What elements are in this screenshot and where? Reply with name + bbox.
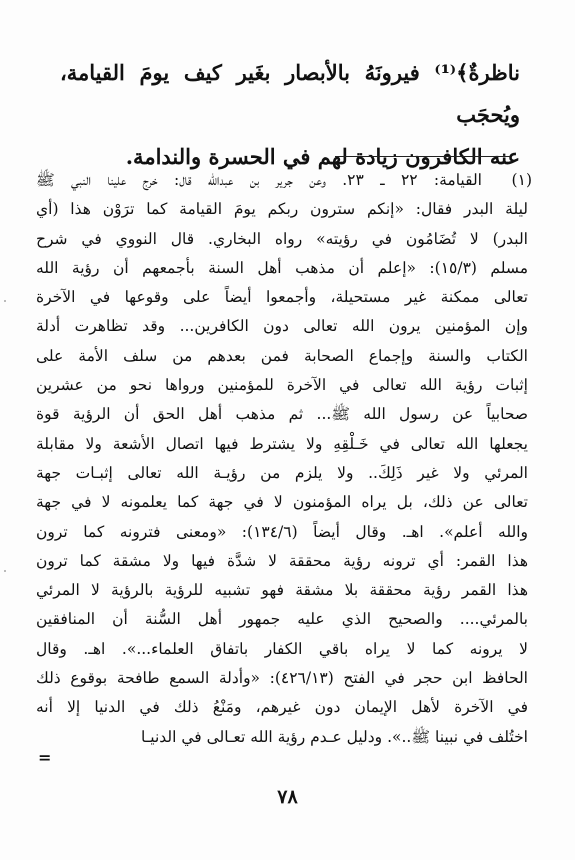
footnote-line: تعالى ممكنة غير مستحيلة، وأجمعوا أيضاً على وقوعها في الآخرة bbox=[36, 288, 528, 307]
footnote-line: القيامة: ٢٢ ـ ٢٣. وعن جرير بن عبدالله قال: خرج علينا النبي ﷺ bbox=[36, 171, 482, 189]
footnote-line: صحابياً عن رسول الله ﷺ... ثم مذهب أهل الحق أن الرؤية قوة bbox=[36, 405, 528, 424]
footnote-marker: (١) bbox=[511, 171, 532, 189]
main-text-line: ناظرةٌ﴾⁽¹⁾ فيرونَهُ بالأبصار بغَير كيف يومَ القيامة، ويُحجَب bbox=[60, 60, 520, 127]
footnote-line: مسلم (١٥/٣): «إعلم أن مذهب أهل السنة بأجمعهم أن رؤية الله bbox=[36, 258, 528, 277]
main-text bbox=[60, 52, 520, 178]
footnote-line: ليلة البدر فقال: «إنكم سترون ربكم يومَ القيامة كما ترَوْن هذا (أي bbox=[36, 200, 528, 219]
footnote-line: اختُلف في نبينا ﷺ..». ودليل عـدم رؤية الله تعـالى في الدنيـا bbox=[141, 727, 528, 746]
scan-mark bbox=[4, 570, 6, 572]
footnote-line: البدر) لا تُضَامُون في رؤيته» رواه البخاري. قال النووي في شرح bbox=[36, 229, 528, 248]
page-number: ٧٨ bbox=[277, 786, 298, 808]
footnote-line: المرئي ولا غير ذَلِكَ.. ولا يلزم من رؤيـة الله تعالى إثبـات جهة bbox=[36, 463, 528, 482]
footnote-line: يجعلها الله تعالى في خَـلْقِهِ ولا يشترط فيها اتصال الأشعة ولا مقابلة bbox=[36, 434, 528, 453]
footnote bbox=[36, 166, 532, 752]
footnote-line: في الآخرة لأهل الإيمان دون غيرهم، ومَنْعُ ذلك في الدنيا إلا أنه bbox=[36, 698, 528, 717]
footnote-line: هذا القمر رؤية محققة بلا مشقة فهو تشبيه للرؤية بالرؤية لا المرئي bbox=[36, 581, 528, 600]
footnote-line: هذا القمر: أي ترونه رؤية محققة لا شدَّة فيها ولا مشقة كما ترون bbox=[36, 551, 528, 570]
footnote-separator bbox=[335, 156, 510, 157]
footnote-body bbox=[36, 166, 482, 195]
continuation-mark: = bbox=[38, 748, 52, 767]
footnote-line: والله أعلم». اهـ. وقال أيضاً (١٣٤/٦): «ومعنى فترونه كما ترون bbox=[36, 522, 528, 541]
footnote-line: لا يرونه كما لا يراه باقي الكفار باتفاق العلماء...». اهـ. وقال bbox=[36, 639, 528, 658]
footnote-line: وإن المؤمنين يرون الله تعالى دون الكافرين... وقد تظاهرت أدلة bbox=[36, 317, 528, 336]
footnote-line: الحافظ ابن حجر في الفتح (٤٢٦/١٣): «وأدلة السمع طافحة بوقوع ذلك bbox=[36, 669, 528, 688]
footnote-line: الكتاب والسنة وإجماع الصحابة فمن بعدهم من سلف الأمة على bbox=[36, 346, 528, 365]
scan-mark bbox=[4, 300, 6, 302]
main-text-line: عنه الكافرون زيادة لهم في الحسرة والندامة. bbox=[125, 144, 520, 169]
footnote-line: بالمرئي.... والصحيح الذي عليه جمهور أهل السُّنة أن المنافقين bbox=[36, 610, 528, 629]
footnote-line: إثبات رؤية الله تعالى في الآخرة للمؤمنين ورواها نحو من عشرين bbox=[36, 376, 528, 395]
footnote-line: تعالى عن ذلك، بل يراه المؤمنون لا في جهة كما يعلمونه لا في جهة bbox=[36, 493, 528, 512]
